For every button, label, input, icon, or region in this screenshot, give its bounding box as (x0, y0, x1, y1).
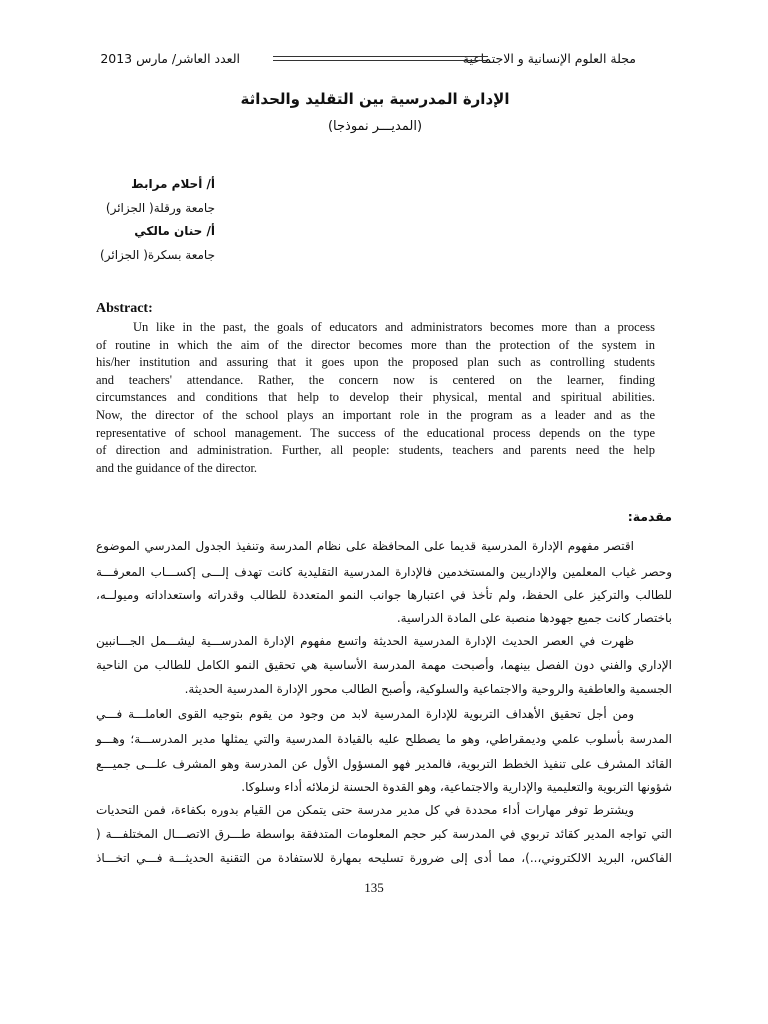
abstract-line: his/her institution and assuring that it goes upon the proposed plan such as controlling students (96, 355, 655, 369)
intro-line: ومن أجل تحقيق الأهداف التربوية للإدارة المدرسية لابد من وجود من يقوم بتوجيه القوى العاملـــة فـــي (96, 707, 634, 721)
page-number: 135 (364, 880, 384, 895)
author-affiliation: جامعة ورقلة( الجزائر) (105, 201, 215, 215)
abstract-line: and teachers' attendance. Rather, the concern now is centered on the learner, finding (96, 373, 655, 387)
intro-line: ويشترط توفر مهارات أداء محددة في كل مدير مدرسة حتى يتمكن من القيام بدوره بكفاءة، فمن التحديات (96, 803, 634, 817)
header-rule (273, 56, 488, 61)
article-subtitle: (المديـــر نموذجا) (327, 119, 423, 134)
abstract-line: and the guidance of the director. (96, 461, 258, 475)
intro-line: التي تواجه المدير كقائد تربوي في المدرسة كبر حجم المعلومات المتدفقة بواسطة طـــرق الاتصـــال المختلفـــة ( (96, 827, 672, 841)
author-name: أ/ حنان مالكي (134, 224, 215, 238)
intro-line: للطالب والتركيز على الحفظ، ولم تأخذ في اعتبارها جوانب النمو المتعددة للطالب وقدراته واستعداداته وميولــه، (96, 588, 672, 602)
abstract-line: of routine in which the aim of the director becomes more than the protection of the system in (96, 338, 655, 352)
abstract-line: Un like in the past, the goals of educators and administrators becomes more than a process (133, 320, 655, 334)
intro-heading: مقدمة: (627, 509, 672, 524)
intro-line: الفاكس، البريد الالكتروني،..)، مما أدى إلى ضرورة تسليحه بمهارة للاستفادة من التقنية الحديثـــة فـــي اتخـــاذ (96, 851, 672, 865)
intro-line: ظهرت في العصر الحديث الإدارة المدرسية الحديثة واتسع مفهوم الإدارة المدرســـية ليشـــمل الجـــانبين (96, 634, 634, 648)
intro-line: اقتصر مفهوم الإدارة المدرسية قديما على المحافظة على نظام المدرسة وتنفيذ الجدول المدرسي الموضوع (96, 539, 634, 553)
intro-line: الإداري والفني دون الفصل بينهما، وأصبحت مهمة المدرسة الأساسية هي تحقيق النمو الكامل للطالب من الناحية (96, 658, 672, 672)
intro-line: القائد المشرف على تنفيذ الخطط التربوية، فالمدير فهو المسؤول الأول عن المدرسة وهو المشرف علـــى جميـــع (96, 757, 672, 771)
abstract-line: representative of school management. The success of the educational process depends on the type (96, 426, 655, 440)
author-name: أ/ أحلام مرابط (131, 177, 215, 191)
author-affiliation: جامعة بسكرة( الجزائر) (100, 248, 215, 262)
issue-label: العدد العاشر/ مارس 2013 (100, 51, 240, 66)
journal-name: مجلة العلوم الإنسانية و الاجتماعية (462, 51, 636, 66)
intro-line: وحصر غياب المعلمين والإداريين والمستخدمين فالإدارة المدرسية التقليدية كانت تهدف إلـــى إكســـاب المعرفـــة (96, 565, 672, 579)
intro-line: المدرسة بأسلوب علمي وديمقراطي، وهو ما يصطلح عليه بالقيادة المدرسية والتي يمثلها مدير المدرســـة؛ وهـــو (96, 732, 672, 746)
abstract-line: of direction and administration. Further, all people: students, teachers and parents need the help (96, 443, 655, 457)
abstract-heading: Abstract: (96, 301, 153, 316)
intro-line: شؤونها التربوية والتعليمية والإدارية والاجتماعية، وهو القدوة الحسنة لزملائه أداء وسلوكا. (241, 780, 672, 794)
abstract-line: Now, the director of the school plays an important role in the program as a leader and as the (96, 408, 655, 422)
intro-line: الجسمية والعاطفية والروحية والاجتماعية والسلوكية، وأصبح الطالب محور الإدارة المدرسية الحديثة. (184, 682, 672, 696)
article-title: الإدارة المدرسية بين التقليد والحداثة (240, 90, 510, 108)
abstract-line: circumstances and conditions that help to develop their physical, mental and spiritual abilities. (96, 390, 655, 404)
intro-line: باختصار كانت جميع جهودها منصبة على المادة الدراسية. (396, 611, 672, 625)
